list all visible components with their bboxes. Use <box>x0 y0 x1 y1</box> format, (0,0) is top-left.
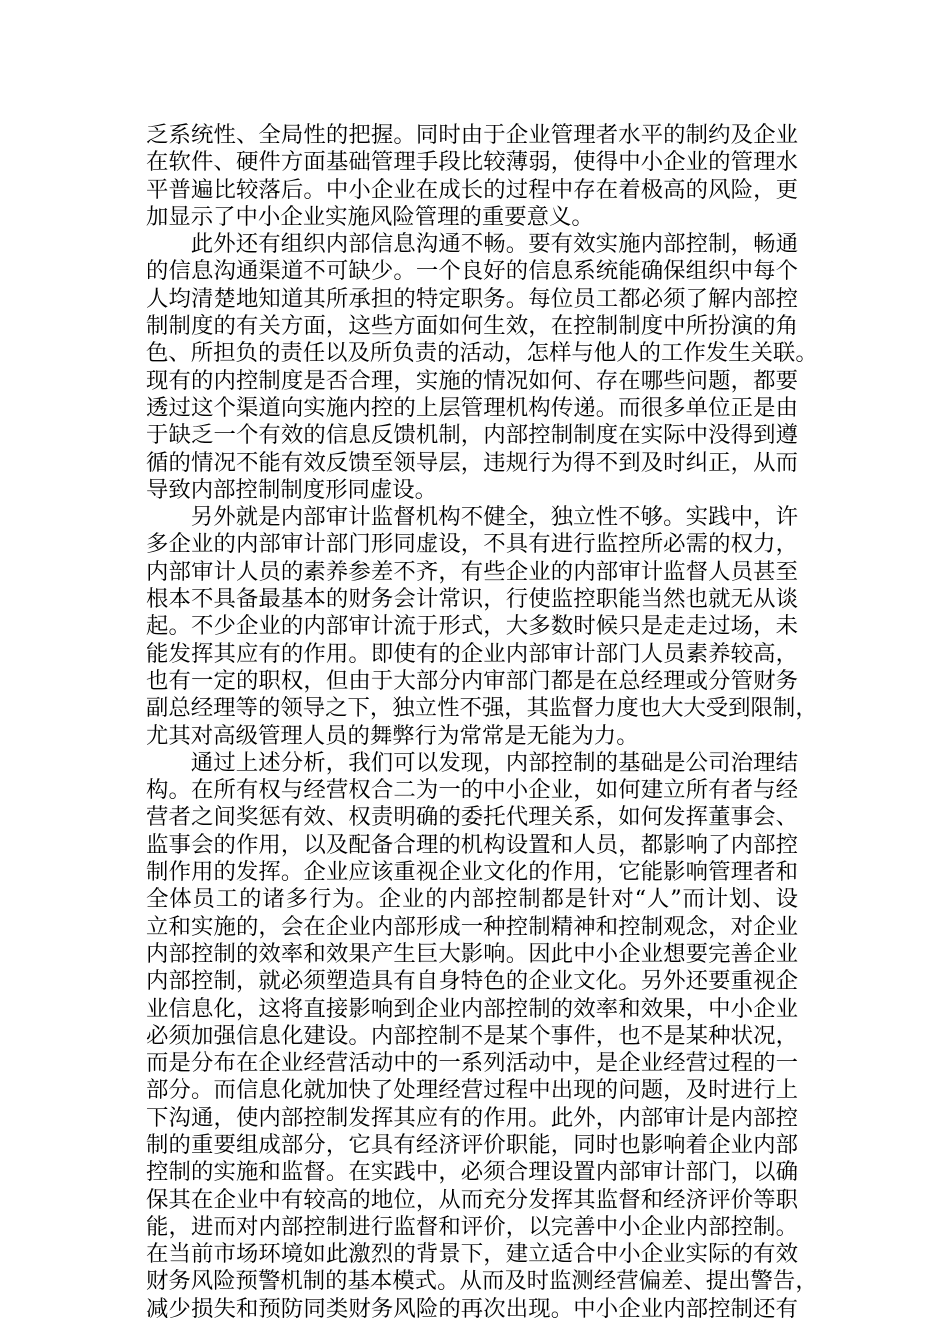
text-line: 起。不少企业的内部审计流于形式，大多数时候只是走走过场，未 <box>146 613 798 640</box>
text-line: 色、所担负的责任以及所负责的活动，怎样与他人的工作发生关联。 <box>146 340 818 367</box>
text-line: 必须加强信息化建设。内部控制不是某个事件，也不是某种状况， <box>146 1022 798 1049</box>
text-line: 也有一定的职权，但由于大部分内审部门都是在总经理或分管财务 <box>146 667 798 694</box>
text-line: 于缺乏一个有效的信息反馈机制，内部控制制度在实际中没得到遵 <box>146 422 798 449</box>
paragraph <box>146 122 798 231</box>
paragraph <box>146 231 818 504</box>
text-line: 乏系统性、全局性的把握。同时由于企业管理者水平的制约及企业 <box>146 122 798 148</box>
text-line: 在当前市场环境如此激烈的背景下，建立适合中小企业实际的有效 <box>146 1241 798 1268</box>
text-line: 构。在所有权与经营权合二为一的中小企业，如何建立所有者与经 <box>146 777 798 804</box>
text-line: 多企业的内部审计部门形同虚设，不具有进行监控所必需的权力， <box>146 531 798 558</box>
text-line: 能，进而对内部控制进行监督和评价，以完善中小企业内部控制。 <box>146 1213 798 1240</box>
text-line: 在软件、硬件方面基础管理手段比较薄弱，使得中小企业的管理水 <box>146 149 798 176</box>
text-line: 的信息沟通渠道不可缺少。一个良好的信息系统能确保组织中每个 <box>146 258 798 285</box>
text-line: 此外还有组织内部信息沟通不畅。要有效实施内部控制，畅通 <box>190 231 798 258</box>
text-line: 副总经理等的领导之下，独立性不强，其监督力度也大大受到限制， <box>146 695 818 722</box>
text-line: 立和实施的，会在企业内部形成一种控制精神和控制观念，对企业 <box>146 913 798 940</box>
text-line: 营者之间奖惩有效、权责明确的委托代理关系，如何发挥董事会、 <box>146 804 798 831</box>
text-line: 另外就是内部审计监督机构不健全，独立性不够。实践中，许 <box>190 504 798 531</box>
text-line: 透过这个渠道向实施内控的上层管理机构传递。而很多单位正是由 <box>146 394 798 421</box>
text-line: 下沟通，使内部控制发挥其应有的作用。此外，内部审计是内部控 <box>146 1104 798 1131</box>
text-line: 制作用的发挥。企业应该重视企业文化的作用，它能影响管理者和 <box>146 859 798 886</box>
text-line: 人均清楚地知道其所承担的特定职务。每位员工都必须了解内部控 <box>146 285 798 312</box>
text-line: 财务风险预警机制的基本模式。从而及时监测经营偏差、提出警告， <box>146 1268 818 1295</box>
text-line: 内部审计人员的素养参差不齐，有些企业的内部审计监督人员甚至 <box>146 558 798 585</box>
text-line: 业信息化，这将直接影响到企业内部控制的效率和效果，中小企业 <box>146 995 798 1022</box>
text-line: 加显示了中小企业实施风险管理的重要意义。 <box>146 203 594 230</box>
text-line: 内部控制的效率和效果产生巨大影响。因此中小企业想要完善企业 <box>146 940 798 967</box>
text-line: 循的情况不能有效反馈至领导层，违规行为得不到及时纠正，从而 <box>146 449 798 476</box>
text-line: 而是分布在企业经营活动中的一系列活动中，是企业经营过程的一 <box>146 1050 798 1077</box>
text-line: 现有的内控制度是否合理，实施的情况如何、存在哪些问题，都要 <box>146 367 798 394</box>
document-page <box>146 122 818 1323</box>
paragraph <box>146 749 818 1323</box>
text-line: 部分。而信息化就加快了处理经营过程中出现的问题，及时进行上 <box>146 1077 798 1104</box>
text-line: 根本不具备最基本的财务会计常识，行使监控职能当然也就无从谈 <box>146 586 798 613</box>
text-line: 尤其对高级管理人员的舞弊行为常常是无能为力。 <box>146 722 639 749</box>
text-line: 制的重要组成部分，它具有经济评价职能，同时也影响着企业内部 <box>146 1131 798 1158</box>
text-line: 内部控制，就必须塑造具有自身特色的企业文化。另外还要重视企 <box>146 968 798 995</box>
text-line: 制制度的有关方面，这些方面如何生效，在控制制度中所扮演的角 <box>146 313 798 340</box>
text-line: 控制的实施和监督。在实践中，必须合理设置内部审计部门，以确 <box>146 1159 798 1186</box>
text-line: 保其在企业中有较高的地位，从而充分发挥其监督和经济评价等职 <box>146 1186 798 1213</box>
text-line: 全体员工的诸多行为。企业的内部控制都是针对“人”而计划、设 <box>146 886 798 913</box>
text-line: 减少损失和预防同类财务风险的再次出现。中小企业内部控制还有 <box>146 1295 798 1322</box>
text-line: 能发挥其应有的作用。即使有的企业内部审计部门人员素养较高， <box>146 640 798 667</box>
text-line: 平普遍比较落后。中小企业在成长的过程中存在着极高的风险，更 <box>146 176 798 203</box>
paragraph <box>146 504 818 750</box>
text-line: 导致内部控制制度形同虚设。 <box>146 476 438 503</box>
text-line: 监事会的作用，以及配备合理的机构设置和人员，都影响了内部控 <box>146 831 798 858</box>
text-line: 通过上述分析，我们可以发现，内部控制的基础是公司治理结 <box>190 749 798 776</box>
